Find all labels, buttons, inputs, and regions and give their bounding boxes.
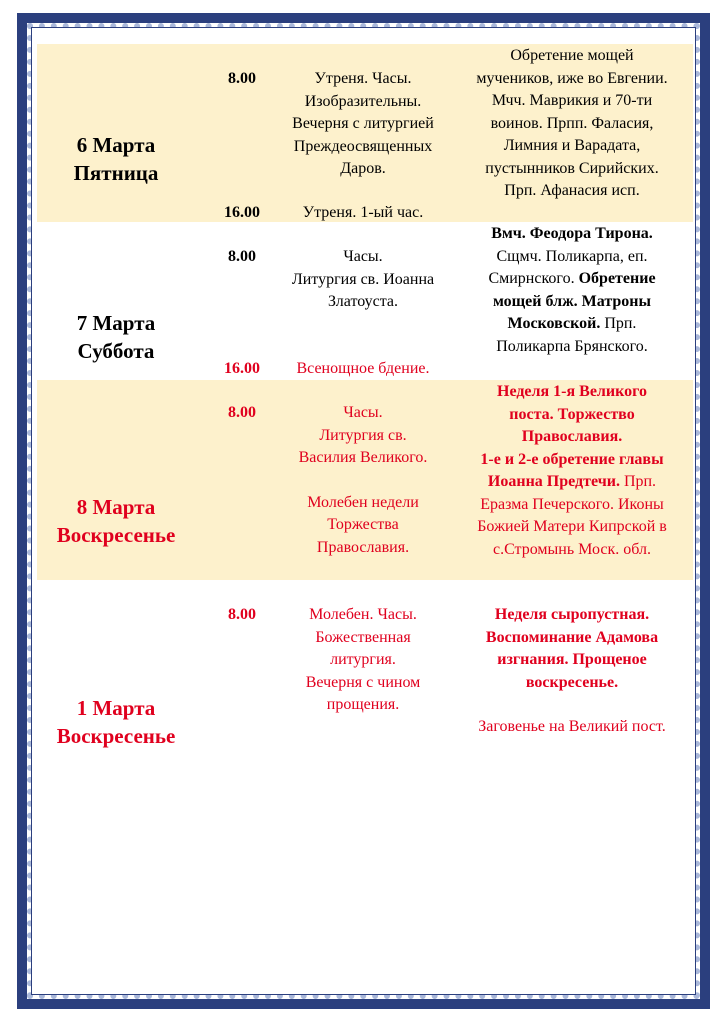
saints-line: Лимния и Варадата, bbox=[503, 137, 641, 154]
service-line: Молебен. Часы. bbox=[309, 606, 417, 623]
service-line: Преждеосвященных bbox=[293, 137, 433, 155]
service-line: Вечерня с литургией bbox=[292, 115, 434, 132]
day-date: 8 Марта bbox=[76, 495, 156, 519]
saints-line: Неделя сыропустная. bbox=[494, 606, 650, 623]
spacer bbox=[263, 470, 463, 492]
saints-commemoration bbox=[449, 381, 695, 561]
service-line: Изобразительны. bbox=[304, 92, 422, 110]
service-time: 16.00 bbox=[224, 204, 260, 221]
service-description bbox=[263, 68, 463, 181]
service-line: Даров. bbox=[340, 160, 386, 177]
saints-line: Сщмч. Поликарпа, еп. bbox=[496, 247, 648, 265]
day-row-7-march bbox=[37, 222, 693, 380]
day-date-block bbox=[37, 131, 195, 187]
saints-line: Вмч. Феодора Тирона. bbox=[491, 225, 653, 242]
saints-line: воинов. Прпп. Фаласия, bbox=[490, 114, 654, 132]
saints-line: мощей блж. Матроны bbox=[492, 292, 652, 310]
day-date-block bbox=[37, 309, 195, 365]
saints-line bbox=[449, 268, 695, 291]
service-line: Златоуста. bbox=[327, 293, 399, 310]
saints-line: Еразма Печерского. Иконы bbox=[480, 495, 664, 513]
day-row-6-march bbox=[37, 44, 693, 222]
day-date: 1 Марта bbox=[76, 696, 156, 720]
saints-line: Божией Матери Кипрской в bbox=[477, 518, 667, 535]
saints-line: поста. Торжество bbox=[509, 405, 635, 423]
fast-note: Заговенье на Великий пост. bbox=[478, 718, 666, 735]
saints-line: Воспоминание Адамова bbox=[485, 628, 659, 646]
saints-line: изгнания. Прощеное bbox=[497, 651, 647, 668]
service-line: Божественная bbox=[315, 628, 411, 646]
saints-line: 1-е и 2-е обретение главы bbox=[480, 450, 664, 468]
saints-text-bold: Московской. bbox=[507, 315, 601, 332]
service-line: Литургия св. bbox=[319, 426, 407, 444]
service-line: литургия. bbox=[330, 651, 396, 668]
saints-text: Прп. bbox=[619, 473, 657, 490]
day-date: 6 Марта bbox=[76, 133, 156, 157]
service-description bbox=[263, 246, 463, 314]
saints-commemoration bbox=[449, 604, 695, 739]
saints-commemoration bbox=[449, 45, 695, 203]
saints-commemoration bbox=[449, 223, 695, 358]
service-line: Часы. bbox=[343, 404, 383, 421]
saints-line bbox=[449, 313, 695, 336]
saints-line: мучеников, иже во Евгении. bbox=[476, 69, 668, 87]
service-time: 8.00 bbox=[228, 248, 256, 265]
saints-line: Обретение мощей bbox=[510, 47, 634, 64]
day-date-block bbox=[37, 694, 195, 750]
saints-line bbox=[449, 471, 695, 494]
saints-text: Прп. bbox=[600, 315, 637, 332]
service-description bbox=[263, 604, 463, 717]
service-description: Всенощное бдение. bbox=[296, 360, 430, 377]
service-line: Литургия св. Иоанна bbox=[291, 270, 435, 288]
service-line: прощения. bbox=[326, 696, 400, 713]
day-weekday: Суббота bbox=[77, 339, 155, 363]
saints-line: Поликарпа Брянского. bbox=[496, 337, 648, 355]
service-description bbox=[263, 402, 463, 559]
service-line: Утреня. Часы. bbox=[314, 70, 412, 87]
spacer bbox=[449, 694, 695, 716]
service-line: Православия. bbox=[316, 538, 410, 556]
saints-text-bold: Иоанна Предтечи. bbox=[487, 473, 620, 490]
saints-line: воскресенье. bbox=[525, 673, 619, 691]
day-row-1-march bbox=[37, 580, 693, 780]
saints-text: Смирнского. bbox=[488, 270, 579, 287]
saints-text-bold: Обретение bbox=[578, 270, 656, 287]
saints-line: пустынников Сирийских. bbox=[485, 159, 659, 177]
day-weekday: Пятница bbox=[73, 161, 159, 185]
service-time: 8.00 bbox=[228, 404, 256, 421]
service-time: 16.00 bbox=[224, 360, 260, 377]
saints-line: Православия. bbox=[521, 428, 623, 445]
saints-line: Мчч. Маврикия и 70-ти bbox=[491, 92, 653, 109]
service-line: Молебен недели bbox=[307, 493, 419, 511]
day-weekday: Воскресенье bbox=[56, 523, 176, 547]
service-line: Торжества bbox=[327, 516, 399, 533]
service-time: 8.00 bbox=[228, 70, 256, 87]
service-line: Часы. bbox=[343, 248, 383, 265]
day-date-block bbox=[37, 493, 195, 549]
day-row-8-march bbox=[37, 380, 693, 580]
service-line: Вечерня с чином bbox=[305, 673, 421, 691]
saints-line: Прп. Афанасия исп. bbox=[504, 182, 640, 199]
service-time: 8.00 bbox=[228, 606, 256, 623]
service-line: Василия Великого. bbox=[298, 449, 428, 466]
saints-line: с.Стромынь Моск. обл. bbox=[492, 540, 651, 558]
day-date: 7 Марта bbox=[76, 311, 156, 335]
day-weekday: Воскресенье bbox=[56, 724, 176, 748]
saints-line: Неделя 1-я Великого bbox=[497, 383, 647, 400]
service-description: Утреня. 1-ый час. bbox=[302, 204, 424, 221]
